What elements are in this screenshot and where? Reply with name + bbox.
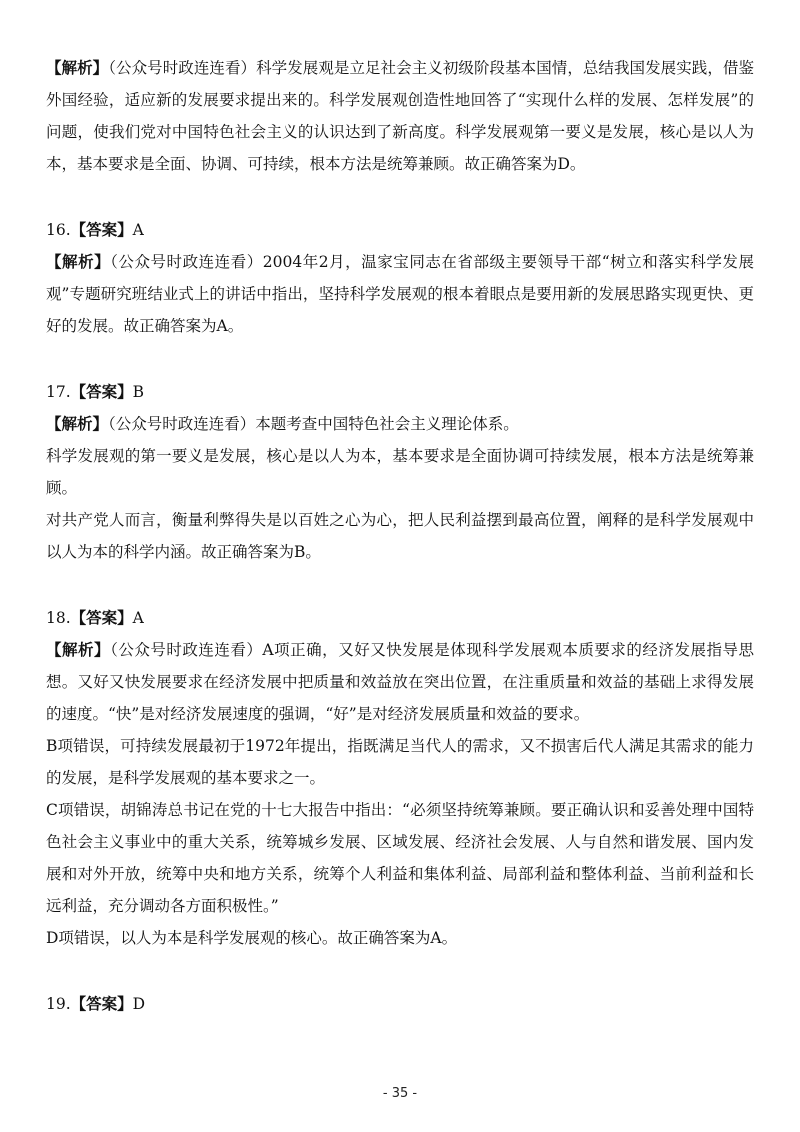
explanation-label: 【解析】 — [46, 640, 111, 659]
answer-line — [46, 376, 754, 408]
question-number: 17. — [46, 383, 71, 401]
explanation-text: 科学发展观的第一要义是发展，核心是以人为本，基本要求是全面协调可持续发展，根本方法是统筹兼顾。 — [46, 447, 754, 497]
answer-value: A — [132, 221, 144, 239]
question-number: 16. — [46, 221, 71, 239]
explanation-text: B项错误，可持续发展最初于1972年提出，指既满足当代人的需求，又不损害后代人满足其需求的能力的发展，是科学发展观的基本要求之一。 — [46, 737, 754, 787]
explanation-text: （公众号时政连连看）本题考查中国特色社会主义理论体系。 — [108, 415, 519, 433]
answer-value: B — [132, 383, 145, 401]
answer-label: 【答案】 — [70, 382, 133, 401]
page-number: - 35 - — [382, 1086, 418, 1101]
answer-line — [46, 214, 754, 246]
answer-block — [46, 376, 754, 568]
explanation-text: （公众号时政连连看）A项正确，又好又快发展是体现科学发展观本质要求的经济发展指导思想。又好又快发展要求在经济发展中把质量和效益放在突出位置，在注重质量和效益的基础上求得发展的速度。“快”是对经济发展速度的强调，“好”是对经济发展质量和效益的要求。 — [46, 641, 754, 723]
explanation-paragraph — [46, 922, 754, 954]
answer-label: 【答案】 — [70, 608, 133, 627]
answer-line — [46, 988, 754, 1020]
explanation-paragraph — [46, 730, 754, 794]
answer-block — [46, 52, 754, 180]
explanation-text: 对共产党人而言，衡量利弊得失是以百姓之心为心，把人民利益摆到最高位置，阐释的是科学发展观中以人为本的科学内涵。故正确答案为B。 — [46, 511, 754, 561]
explanation-label: 【解析】 — [46, 58, 109, 77]
explanation-paragraph — [46, 794, 754, 922]
explanation-paragraph — [46, 634, 754, 730]
answer-label: 【答案】 — [70, 220, 133, 239]
answer-line — [46, 602, 754, 634]
explanation-paragraph — [46, 408, 754, 440]
answer-block — [46, 988, 754, 1020]
document-body — [46, 52, 754, 1054]
explanation-text: （公众号时政连连看）科学发展观是立足社会主义初级阶段基本国情，总结我国发展实践，借鉴外国经验，适应新的发展要求提出来的。科学发展观创造性地回答了“实现什么样的发展、怎样发展”的问题，使我们党对中国特色社会主义的认识达到了新高度。科学发展观第一要义是发展，核心是以人为本，基本要求是全面、协调、可持续，根本方法是统筹兼顾。故正确答案为D。 — [46, 59, 754, 173]
explanation-text: D项错误，以人为本是科学发展观的核心。故正确答案为A。 — [46, 929, 458, 947]
explanation-text: C项错误，胡锦涛总书记在党的十七大报告中指出：“必须坚持统筹兼顾。要正确认识和妥善处理中国特色社会主义事业中的重大关系，统筹城乡发展、区域发展、经济社会发展、人与自然和谐发展、国内发展和对外开放，统筹中央和地方关系，统筹个人利益和集体利益、局部利益和整体利益、当前利益和长远利益，充分调动各方面积极性。” — [46, 801, 754, 915]
explanation-label: 【解析】 — [46, 414, 109, 433]
answer-value: A — [132, 609, 144, 627]
question-number: 18. — [46, 609, 71, 627]
answer-value: D — [132, 995, 146, 1013]
answer-label: 【答案】 — [70, 994, 133, 1013]
explanation-paragraph — [46, 246, 754, 342]
question-number: 19. — [46, 995, 71, 1013]
explanation-paragraph — [46, 52, 754, 180]
answer-block — [46, 602, 754, 954]
explanation-paragraph — [46, 440, 754, 504]
explanation-text: （公众号时政连连看）2004年2月，温家宝同志在省部级主要领导干部“树立和落实科学发展观”专题研究班结业式上的讲话中指出，坚持科学发展观的根本着眼点是要用新的发展思路实现更快、更好的发展。故正确答案为A。 — [46, 253, 754, 335]
explanation-paragraph — [46, 504, 754, 568]
explanation-label: 【解析】 — [46, 252, 111, 271]
answer-block — [46, 214, 754, 342]
